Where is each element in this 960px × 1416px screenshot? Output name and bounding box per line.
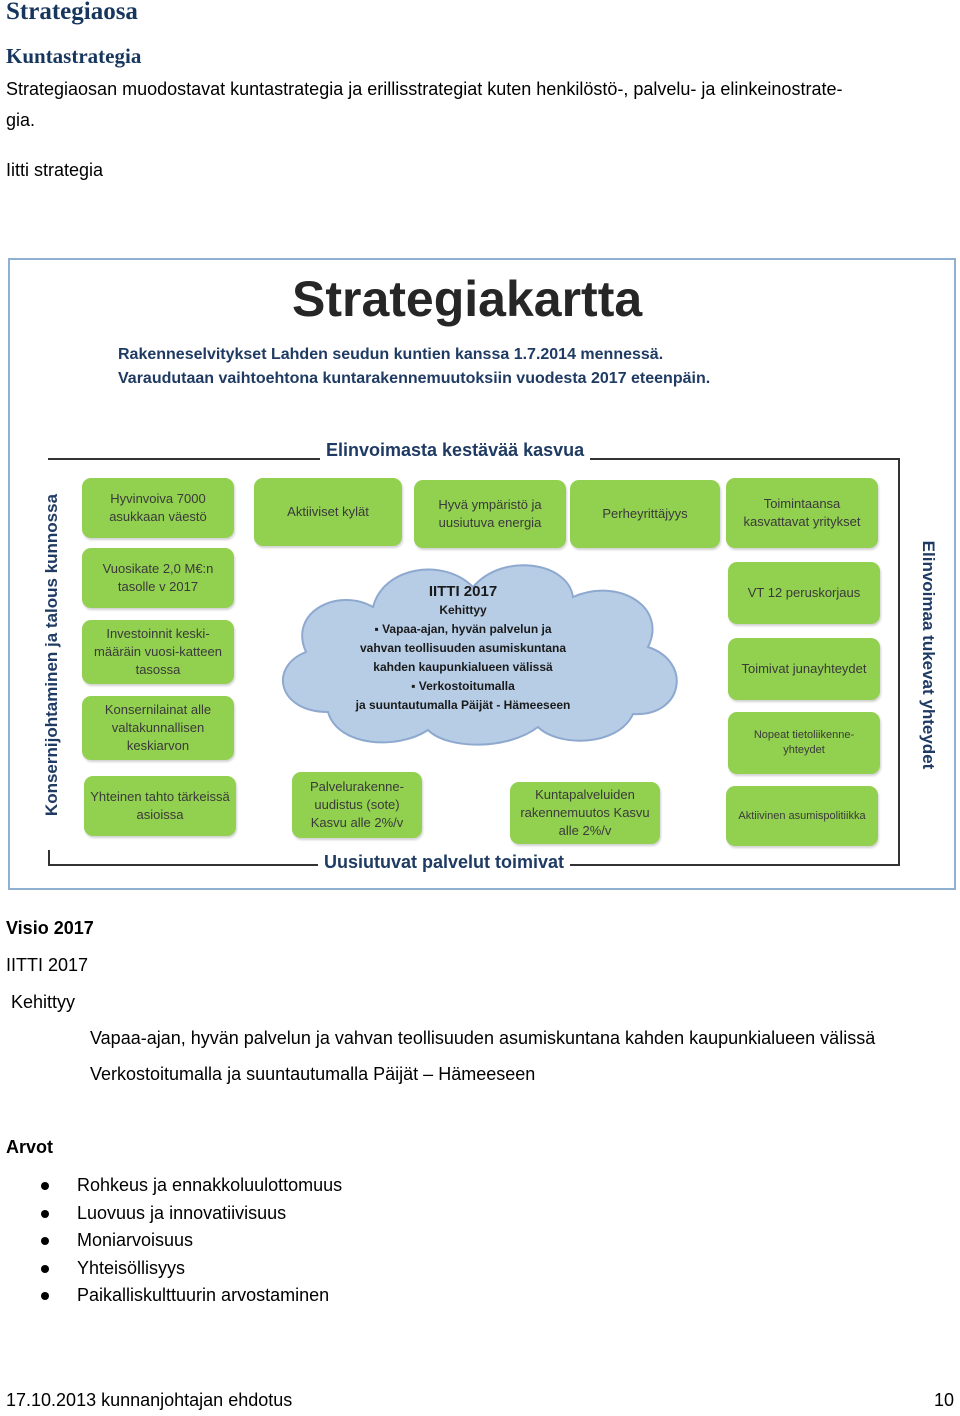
cloud-line: ja suuntautumalla Päijät - Hämeeseen	[355, 698, 571, 712]
cloud-title: IITTI 2017	[428, 583, 498, 600]
frame-right-line	[898, 458, 900, 866]
map-box: Palvelurakenne-uudistus (sote) Kasvu alle 2%/v	[292, 772, 422, 838]
values-title: Arvot	[6, 1137, 54, 1157]
map-note-1: Rakenneselvitykset Lahden seudun kuntien kanssa 1.7.2014 mennessä.	[118, 346, 664, 363]
map-note-2: Varaudutaan vaihtoehtona kuntarakennemuutoksiin vuodesta 2017 eteenpäin.	[118, 370, 711, 387]
vision-line-1: IITTI 2017	[6, 955, 89, 975]
intro-line-2: gia.	[6, 110, 36, 130]
map-box: Hyvinvoiva 7000 asukkaan väestö	[82, 478, 234, 538]
map-box: Investoinnit keski-määräin vuosi-katteen tasossa	[82, 620, 234, 684]
section-heading: Strategiaosa	[6, 0, 138, 25]
map-box: Vuosikate 2,0 M€:n tasolle v 2017	[82, 548, 234, 608]
subsection-heading: Kuntastrategia	[6, 44, 142, 68]
cloud-line: ▪ Verkostoitumalla	[411, 679, 515, 693]
cloud-line: kahden kaupunkialueen välissä	[373, 660, 553, 674]
map-box: Aktiiviset kylät	[254, 478, 402, 546]
list-item: Moniarvoisuus	[30, 1227, 342, 1255]
intro-line-1: Strategiaosan muodostavat kuntastrategia ja erillisstrategiat kuten henkilöstö-, palvelu- ja elinkeinostrate-	[6, 79, 843, 99]
cloud-line: ▪ Vapaa-ajan, hyvän palvelun ja	[374, 622, 552, 636]
frame-left-title-wrap	[42, 460, 62, 850]
vision-line-2: Kehittyy	[11, 992, 76, 1012]
cloud-line: Kehittyy	[439, 603, 487, 617]
map-box: Hyvä ympäristö ja uusiutuva energia	[414, 480, 566, 548]
frame-right-title: Elinvoimaa tukevat yhteydet	[919, 540, 938, 770]
list-item: Yhteisöllisyys	[30, 1255, 342, 1283]
map-box: Konsernilainat alle valtakunnallisen keskiarvon	[82, 696, 234, 760]
map-box: Toimivat junayhteydet	[728, 638, 880, 700]
map-box: Yhteinen tahto tärkeissä asioissa	[84, 776, 236, 836]
vision-title: Visio 2017	[6, 918, 94, 938]
strategy-map-figure	[8, 258, 956, 890]
frame-bottom-title: Uusiutuvat palvelut toimivat	[318, 852, 570, 873]
map-box: Kuntapalveluiden rakennemuutos Kasvu alle 2%/v	[510, 782, 660, 844]
list-item: Rohkeus ja ennakkoluulottomuus	[30, 1172, 342, 1200]
page-number: 10	[933, 1390, 954, 1410]
map-box: Toimintaansa kasvattavat yritykset	[726, 478, 878, 548]
vision-cloud-text	[300, 582, 626, 715]
map-box: Nopeat tietoliikenne-yhteydet	[728, 712, 880, 774]
list-item: Paikalliskulttuurin arvostaminen	[30, 1282, 342, 1310]
map-title: Strategiakartta	[292, 271, 643, 327]
frame-top-title: Elinvoimasta kestävää kasvua	[320, 440, 590, 461]
cloud-line: vahvan teollisuuden asumiskuntana	[359, 641, 567, 655]
vision-line-3: Vapaa-ajan, hyvän palvelun ja vahvan teollisuuden asumiskuntana kahden kaupunkialueen välissä	[90, 1028, 876, 1048]
map-box: Aktiivinen asumispolitiikka	[726, 786, 878, 846]
footer-text: 17.10.2013 kunnanjohtajan ehdotus	[6, 1390, 293, 1410]
values-list	[30, 1172, 342, 1310]
map-box: VT 12 peruskorjaus	[728, 562, 880, 624]
map-box: Perheyrittäjyys	[570, 480, 720, 548]
list-item: Luovuus ja innovatiivisuus	[30, 1200, 342, 1228]
frame-right-title-wrap	[918, 510, 938, 800]
iitti-strategy-label: Iitti strategia	[6, 160, 104, 180]
frame-left-title: Konsernijohtaminen ja talous kunnossa	[42, 493, 61, 817]
vision-line-4: Verkostoitumalla ja suuntautumalla Päijät – Hämeeseen	[90, 1064, 536, 1084]
